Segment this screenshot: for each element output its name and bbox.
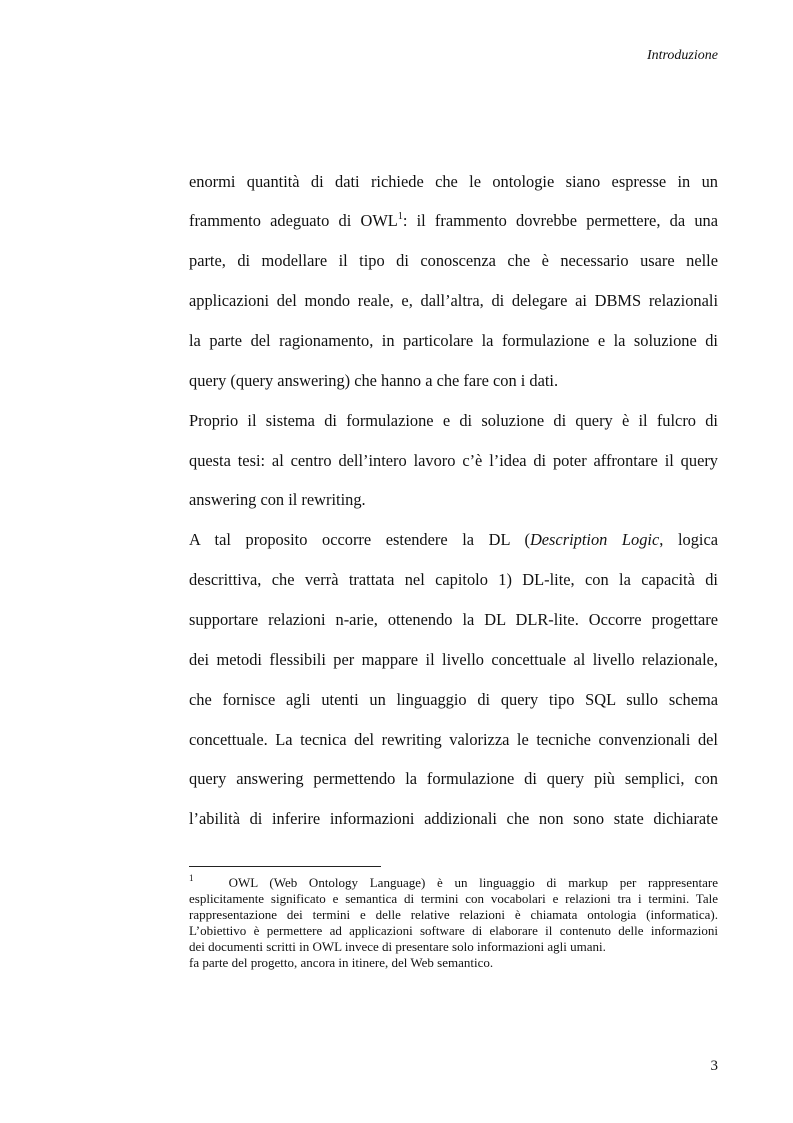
body-line: l’abilità di inferire informazioni addizionali che non sono state dichiarate	[189, 809, 718, 828]
body-line: Proprio il sistema di formulazione e di soluzione di query è il fulcro di	[189, 411, 718, 430]
body-line: questa tesi: al centro dell’intero lavoro c’è l’idea di poter affrontare il query	[189, 451, 718, 470]
running-header: Introduzione	[646, 48, 718, 63]
body-line: query answering permettendo la formulazione di query più semplici, con	[189, 769, 718, 788]
footnote-line: $^1$ OWL (Web Ontology Language) è un linguaggio di markup per rappresentare	[189, 873, 718, 890]
body-line: dei metodi flessibili per mappare il livello concettuale al livello relazionale,	[189, 650, 718, 669]
body-line: descrittiva, che verrà trattata nel capitolo 1) DL-lite, con la capacità di	[189, 570, 718, 589]
footnote-line: rappresentazione dei termini e delle relative relazioni è chiamata ontologia (informatica).	[189, 907, 718, 922]
body-line: concettuale. La tecnica del rewriting valorizza le tecniche convenzionali del	[189, 730, 718, 749]
body-line: frammento adeguato di OWL$^1$: il frammento dovrebbe permettere, da una	[189, 211, 718, 230]
footnote-marker: 1	[189, 873, 194, 883]
body-line: enormi quantità di dati richiede che le ontologie siano espresse in un	[189, 172, 718, 191]
body-line: answering con il rewriting.	[189, 490, 366, 509]
body-line: query (query answering) che hanno a che fare con i dati.	[189, 371, 559, 390]
body-line: che fornisce agli utenti un linguaggio di query tipo SQL sullo schema	[189, 690, 718, 709]
footnote-separator	[189, 866, 381, 867]
page-number: 3	[710, 1058, 718, 1074]
body-line: A tal proposito occorre estendere la DL (Description Logic, logica	[189, 530, 719, 549]
body-line: applicazioni del mondo reale, e, dall’altra, di delegare ai DBMS relazionali	[189, 291, 718, 310]
footnote-line: fa parte del progetto, ancora in itinere, del Web semantico.	[189, 955, 494, 970]
body-line: parte, di modellare il tipo di conoscenza che è necessario usare nelle	[189, 251, 718, 270]
footnote-line: esplicitamente significato e semantica di termini con vocabolari e relazioni tra i termini. Tale	[189, 891, 718, 906]
body-line: supportare relazioni n-arie, ottenendo la DL DLR-lite. Occorre progettare	[189, 610, 718, 629]
footnote-line: L’obiettivo è permettere ad applicazioni software di elaborare il contenuto delle informazioni	[189, 923, 718, 938]
body-line: la parte del ragionamento, in particolare la formulazione e la soluzione di	[189, 331, 718, 350]
footnote-line: dei documenti scritti in OWL invece di presentare solo informazioni agli umani.	[189, 939, 606, 954]
footnote-ref[interactable]: 1	[397, 211, 403, 222]
italic-term: Description Logic	[529, 530, 660, 549]
